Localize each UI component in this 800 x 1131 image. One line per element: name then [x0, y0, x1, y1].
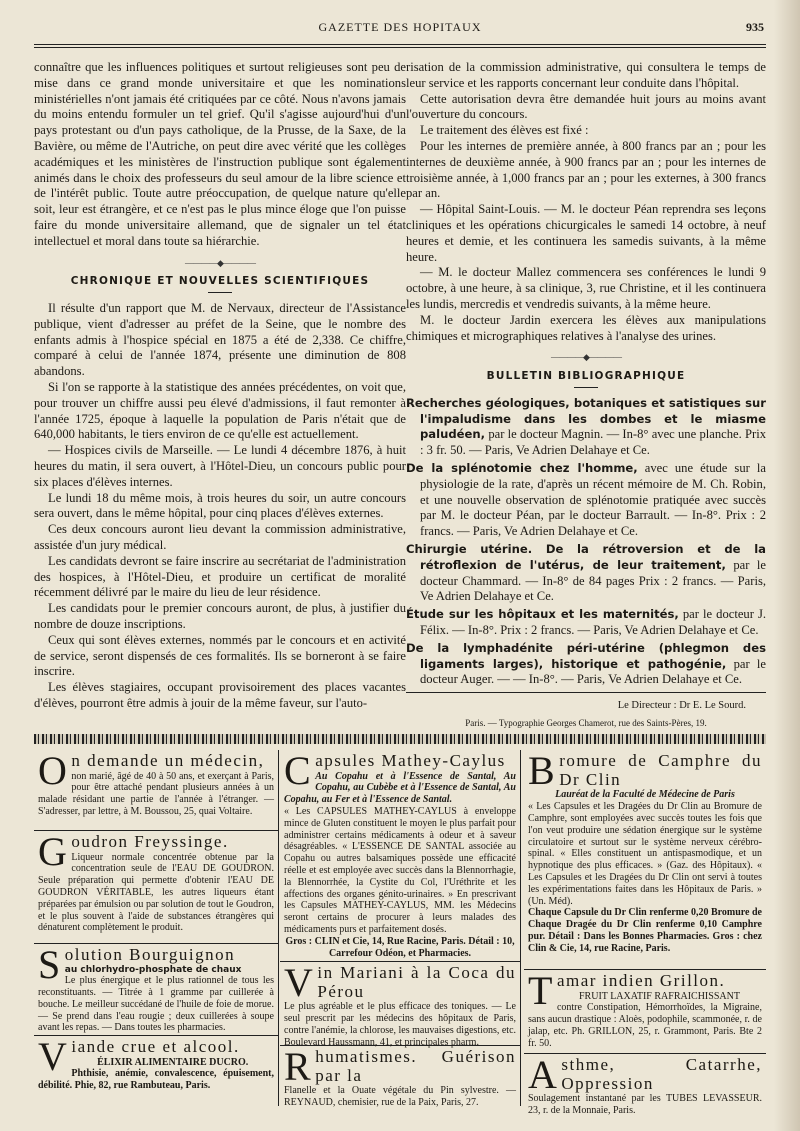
ad-solution-bourguignon	[34, 944, 278, 1036]
ad-body: « Les CAPSULES MATHEY-CAYLUS à enveloppe mince de Gluten constituent le moyen le plus parfait pour administrer certains médicaments à odeur et à saveur désagréables. « L'ESSENCE DE SANTAL associée au Copahu ou autres balsamiques possède une efficacité réelle et est employée avec succès dans la Blennorrhagie, la Blennorrhée, la Cystite du Col, l'Uréthrite et les affections des organes génito-urinaires. » En prescrivant les Capsules MATHEY-CAYLUS, MM. les Médecins seront certains de procurer à leurs malades des médicaments purs et parfaitement dosés.	[284, 806, 516, 936]
bibliography-entry	[406, 607, 766, 639]
bibliography-entry	[406, 641, 766, 688]
ad-body: non marié, âgé de 40 à 50 ans, et exerçant à Paris, pour être attaché pendant plusieurs années à un malade résidant une partie de l'année à l'étranger. — S'adresser, par lettre, à M. Boussou, 25, quai Voltaire.	[38, 770, 274, 818]
ad-medecin	[34, 750, 278, 831]
drop-cap: B	[528, 748, 557, 793]
drop-cap: S	[38, 942, 62, 987]
ad-body: Phthisie, anémie, convalescence, épuisement, débilité. Phie, 82, rue Rambuteau, Paris.	[38, 1068, 274, 1092]
printer-imprint: Paris. — Typographie Georges Chamerot, rue des Saints-Pères, 19.	[465, 718, 707, 729]
separator-ornament: ————◆————	[185, 257, 255, 268]
ad-column-3	[524, 748, 766, 1117]
ad-capsules-mathey-caylus	[280, 750, 520, 962]
paragraph: — Hospices civils de Marseille. — Le lundi 4 décembre 1876, à huit heures du matin, il sera ouvert, à l'Hôtel-Dieu, un concours public pour six places d'élèves internes.	[34, 443, 406, 489]
ad-body: « Les Capsules et les Dragées du Dr Clin au Bromure de Camphre, sont employées avec succès toutes les fois que l'on veut produire une sédation énergique sur le système circulatoire et surtout sur le système nerveux cérébro-spinal. « Elles constituent un antispasmodique, et un hypnotique des plus efficaces. » (Gaz. des Hôpitaux). « Les Capsules et les Dragées du Dr Clin ont servi à toutes les expérimentations faites dans les Hôpitaux de Paris. » (Un. Méd).	[528, 801, 762, 907]
entry-title: De la splénotomie chez l'homme,	[406, 460, 638, 475]
drop-cap: G	[38, 829, 69, 874]
paragraph: Les candidats pour le premier concours auront, de plus, à justifier du nombre de douze inscriptions.	[34, 601, 406, 631]
ad-goudron	[34, 831, 278, 944]
title-rule	[574, 387, 598, 388]
ad-vin-mariani	[280, 962, 520, 1046]
paragraph: — M. le docteur Mallez commencera ses conférences le lundi 9 octobre, à une heure, à sa clinique, 3, rue Christine, et il les continuera les lundis, mercredis et vendredis suivants, à la même heure.	[406, 265, 766, 311]
bibliography-entry	[406, 396, 766, 459]
ad-footer: Gros : CLIN et Cie, 14, Rue Racine, Paris. Détail : 10, Carrefour Odéon, et Pharmacies.	[285, 935, 515, 959]
ad-body: Soulagement instantané par les TUBES LEVASSEUR. 23, r. de la Monnaie, Paris.	[528, 1093, 762, 1117]
page-edge-shadow	[774, 0, 800, 1131]
ad-subtitle: Lauréat de la Faculté de Médecine de Paris	[555, 789, 735, 801]
ad-tamar-indien	[524, 970, 766, 1054]
journal-title: GAZETTE DES HOPITAUX	[318, 20, 482, 34]
entry-details: par le docteur J. Félix. — In-8°. Prix : 2 francs. — Paris, Ve Adrien Delahaye et Ce.	[420, 607, 767, 637]
paragraph: Si l'on se rapporte à la statistique des années précédentes, on voit que, pour trouver un chiffre aussi peu élevé d'admissions, il faut remonter à l'année 1725, époque à laquelle la population de Paris n'était que de 640,000 habitants, le tiers environ de ce qu'elle est actuellement.	[34, 380, 406, 442]
ad-footer: Chaque Capsule du Dr Clin renferme 0,20 Bromure de Chaque Dragée du Dr Clin renferme 0,10 Camphre pur. Détail : Dans les Bonnes Pharmacies. Gros : chez Clin & Cie, 14, rue Racine, Paris.	[528, 907, 762, 954]
entry-details: par le docteur Auger. — — In-8°. — Paris, Ve Adrien Delahaye et Ce.	[420, 656, 766, 687]
ad-body: Le plus agréable et le plus efficace des toniques. — Le seul prescrit par les médecins des hôpitaux de Paris, contre l'anémie, la chlorose, les mauvaises digestions, etc. Boulevard Haussmann, 41, et principales pharm.	[284, 1001, 517, 1048]
ad-headline: apsules Mathey-Caylus	[315, 751, 506, 770]
section-title-bulletin: BULLETIN BIBLIOGRAPHIQUE	[486, 369, 686, 382]
paragraph: risation de la commission administrative, qui consultera le temps de leur service et les rapports concernant leur conduite dans l'hôpital.	[406, 60, 766, 90]
bibliography-entry	[406, 461, 766, 540]
drop-cap: A	[528, 1052, 559, 1097]
section-title-chronique: CHRONIQUE ET NOUVELLES SCIENTIFIQUES	[70, 274, 370, 287]
signature-rule	[406, 692, 766, 693]
ad-subtitle: ÉLIXIR ALIMENTAIRE DUCRO.	[97, 1056, 249, 1068]
ad-headline: romure de Camphre du Dr Clin	[559, 751, 762, 789]
entry-title: Étude sur les hôpitaux et les maternités,	[406, 607, 679, 622]
separator-ornament: ————◆————	[551, 352, 621, 363]
entry-details: avec une étude sur la physiologie de la rate, d'après un récent mémoire de M. Ch. Robin, et une nouvelle observation de splénotomie pratiquée avec succès par M. le docteur Péan, par le docteur Barrault. — In-8°. Prix : 2 francs. — Paris, Ve Adrien Delahaye et Ce.	[420, 460, 766, 539]
ad-column-1	[34, 750, 279, 1106]
entry-title: Recherches géologiques, botaniques et satistiques sur l'impaludisme dans les dombes et le miasme paludéen,	[406, 395, 766, 442]
right-column	[406, 60, 766, 730]
ad-headline: sthme, Catarrhe, Oppression	[561, 1055, 762, 1093]
drop-cap: V	[38, 1034, 69, 1079]
paragraph: Cette autorisation devra être demandée huit jours au moins avant l'ouverture du concours.	[406, 91, 766, 122]
paragraph: Ceux qui sont élèves externes, nommés par le concours et en activité de service, seront dispensés de ces formalités. Ils se borneront à se faire inscrire.	[34, 632, 406, 679]
paragraph: Ces deux concours auront lieu devant la commission administrative, assistée d'un jury médical.	[34, 522, 406, 552]
entry-title: Chirurgie utérine. De la rétroversion et de la rétroflexion de l'utérus, de leur traitement,	[406, 541, 766, 572]
drop-cap: C	[284, 748, 313, 793]
paragraph: Pour les internes de première année, à 800 francs par an ; pour les internes de deuxième année, à 900 francs par an ; pour les internes de troisième année, à 1,000 francs par an ; pour les externes, à 300 francs par an.	[406, 138, 766, 201]
ad-body: Le plus énergique et le plus rationnel de tous les reconstituants. — Titrée à 1 gramme par cuillerée à bouche. Le meilleur succédané de l'huile de foie de morue. — Se prend dans l'eau rougie ; deux cuillerées à soupe avant les repas. — Dans toutes les pharmacies.	[38, 975, 274, 1034]
ad-body: Liqueur normale concentrée obtenue par la concentration seule de l'EAU DE GOUDRON. Seule préparation qui permette d'obtenir l'EAU DE GOUDRON VÉRITABLE, les autres liqueurs étant préparées par émulsion ou par solution de tout le Goudron, et le plus souvent à l'aide de substances étrangères qui dénaturent complètement le produit.	[38, 851, 274, 934]
ad-body: contre Constipation, Hémorrhoïdes, la Migraine, sans aucun drastique : Aloès, podophile, scammonée, r. de jalap, etc. Ph. GRILLON, 25, r. Grammont, Paris. Bte 2 fr. 50.	[528, 1002, 762, 1049]
title-rule	[208, 292, 232, 293]
director-signature: Le Directeur : Dr E. Le Sourd.	[617, 700, 746, 712]
ad-column-2	[280, 748, 521, 1109]
ad-headline: n demande un médecin,	[71, 751, 265, 770]
drop-cap: T	[528, 968, 554, 1013]
paragraph: Les élèves stagiaires, occupant provisoirement des places vacantes d'élèves, pourront être admis à jouir de la même faveur, sur l'auto-	[34, 680, 406, 710]
ad-subtitle: Au Copahu et à l'Essence de Santal, Au Copahu, au Cubèbe et à l'Essence de Santal, Au Copahu, au Fer et à l'Essence de Santal.	[284, 770, 516, 806]
drop-cap: O	[38, 748, 69, 793]
ornamental-border	[34, 734, 766, 744]
bibliography-entry	[406, 542, 766, 605]
page-header	[34, 18, 766, 40]
paragraph: Il résulte d'un rapport que M. de Nervaux, directeur de l'Assistance publique, vient d'adresser au préfet de la Seine, que le nombre des enfants admis à l'hospice spécial en 1875 a été de 2,338. Ce chiffre, comparé à celui de l'année 1874, présente une diminution de 808 abandons.	[34, 301, 406, 379]
paragraph: Les candidats devront se faire inscrire au secrétariat de l'administration des hospices, à l'Hôtel-Dieu, et produire un certificat de moralité récemment délivré par le maire du lieu de leur résidence.	[34, 553, 406, 600]
ad-subtitle: FRUIT LAXATIF RAFRAICHISSANT	[578, 990, 740, 1002]
header-rule-double	[34, 47, 766, 48]
advertisements-section	[34, 748, 766, 1117]
left-column	[34, 60, 406, 712]
ad-viande-crue	[34, 1036, 278, 1111]
ad-headline: amar indien Grillon.	[556, 971, 726, 990]
entry-details: par le docteur Chammard. — In-8° de 84 pages Prix : 2 francs. — Paris, Ve Adrien Delahaye et Ce.	[420, 557, 766, 604]
paragraph: Le traitement des élèves est fixé :	[420, 123, 589, 138]
drop-cap: R	[284, 1044, 313, 1089]
ad-bromure-camphre	[524, 750, 766, 970]
ad-rhumatismes	[280, 1046, 520, 1109]
bibliography-list	[406, 396, 766, 688]
ad-headline: olution Bourguignon	[64, 945, 236, 964]
entry-title: De la lymphadénite péri-utérine (phlegmon des ligaments larges), historique et pathogénie,	[406, 640, 766, 671]
ad-body: Flanelle et la Ouate végétale du Pin sylvestre. — REYNAUD, chemisier, rue de la Paix, Paris, 27.	[284, 1085, 516, 1109]
drop-cap: V	[284, 960, 315, 1005]
page-number: 935	[746, 20, 764, 34]
ad-headline: humatismes. Guérison par la	[315, 1047, 516, 1085]
ad-subtitle: au chlorhydro-phosphate de chaux	[64, 964, 242, 975]
ad-asthme	[524, 1052, 766, 1117]
ad-headline: oudron Freyssinge.	[71, 832, 229, 851]
entry-details: par le docteur Magnin. — In-8° avec une planche. Prix : 3 fr. 50. — Paris, Ve Adrien Delahaye et Ce.	[420, 427, 766, 458]
ad-headline: in Mariani à la Coca du Pérou	[317, 963, 516, 1001]
ad-headline: iande crue et alcool.	[71, 1037, 240, 1056]
paragraph: Le lundi 18 du même mois, à trois heures du soir, un autre concours sera ouvert, dans le même hôpital, pour cinq places d'élèves externes.	[34, 490, 406, 521]
paragraph: M. le docteur Jardin exercera les élèves aux manipulations chimiques et micrographiques relatives à l'analyse des urines.	[406, 312, 766, 343]
header-rule	[34, 44, 766, 45]
paragraph: — Hôpital Saint-Louis. — M. le docteur Péan reprendra ses leçons cliniques et les opérations chicurgicales le samedi 14 octobre, à neuf heures et demie, et les continuera les samedis suivants, à la même heure.	[406, 202, 766, 264]
article-continuation: connaître que les influences politiques et surtout religieuses sont peu de mise dans ce grand monde universitaire et que les nominations ministérielles n'ont jamais été critiquées par ce côté. Nous n'avons jamais du moins entendu formuler un tel grief. Qu'il s'agisse aujourd'hui d'un pays protestant ou d'un pays catholique, de la Prusse, de la Saxe, de la Bavière, ou même de l'Autriche, on peut dire avec vérité que les collèges académiques et les ministères de l'instruction publique sont également animés dans le choix des professeurs du seul amour de la libre science et de l'intérêt public. Toute autre préoccupation, de quelque nature qu'elle soit, leur est étrangère, et ce n'est pas le plus mince éloge que l'on puisse faire du monde universitaire allemand, que de signaler un tel état intellectuel et moral dans toute sa hiérarchie.	[34, 60, 406, 248]
